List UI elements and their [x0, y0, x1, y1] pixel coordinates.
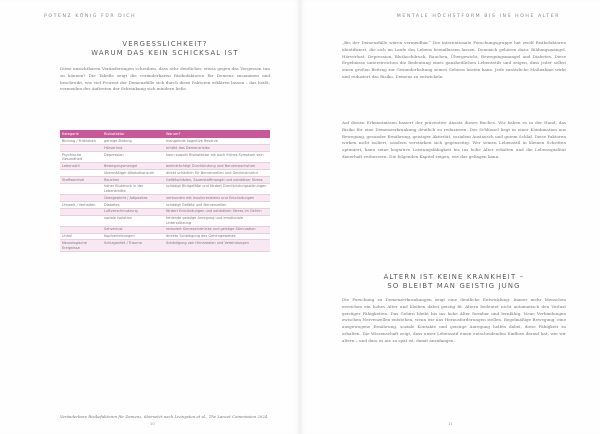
cell-factor: übermäßiger Alkoholkonsum: [102, 169, 164, 176]
header-category: Kategorie: [60, 130, 102, 138]
table-row: [60, 201, 270, 208]
table-row: [60, 240, 270, 251]
cell-category: [60, 194, 102, 201]
table-row: [60, 176, 270, 183]
cell-why: direkt schädlich für Nervenzellen und Gehirnstruktur: [164, 169, 270, 176]
cell-factor: soziale Isolation: [102, 215, 164, 226]
heading-line-1: VERGESSLICHKEIT?: [122, 40, 208, 48]
cell-category: [60, 226, 102, 233]
cell-why: Gefäßschäden, Sauerstoffmangel und oxidativer Stress: [164, 176, 270, 183]
cell-category: Bildung / Frühleben: [60, 138, 102, 144]
cell-category: [60, 208, 102, 215]
cell-category: [60, 215, 102, 226]
body-paragraph-1: „Bis der Demenzfälle wären vermeidbar.“ Die internationale Forschungsgruppe hat zwölf Risikofaktoren identifiziert, die sich im Laufe des Lebens beeinflussen lassen. Demnach gehören dazu: Bildungsmangel, Hörverlust, Depression, Bluthochdruck, Rauchen, Übergewicht, Bewegungsmangel und Diabetes. Diese Ergebnisse unterstreichen die Bedeutung eines ganzheitlichen Lebensstils und zeigen, dass jeder selbst einen großen Beitrag zur Gesunderhaltung seines Gehirns leisten kann. Jede zusätzliche Maßnahme wirkt und reduziert das Risiko, Demenz zu entwickeln.: [342, 40, 566, 79]
cell-why: beeinträchtigt Durchblutung und Nervenwachstum: [164, 162, 270, 169]
cell-category: Unfall: [60, 233, 102, 240]
cell-why: fördert Entzündungen und oxidativen Stress im Gehirn: [164, 208, 270, 215]
cell-why: fehlende geistige Anregung und emotionale Unterstützung: [164, 215, 270, 226]
table-row: [60, 194, 270, 201]
cell-category: Umwelt / Verhalten: [60, 201, 102, 208]
running-head-right: MENTALE HÖCHSTFORM BIS INS HOHE ALTER: [396, 14, 560, 19]
body-paragraph-3: Die Forschung zu Demenzerkrankungen zeigt eine deutliche Entwicklung: Immer mehr Menschen erreichen ein hohes Alter und bleiben dabei geistig fit. Altern bedeutet nicht automatisch den Verlust geistiger Fähigkeiten. Das Gehirn bleibt bis ins hohe Alter formbar und lernfähig. Neue Verbindungen zwischen Nervenzellen entstehen, wenn wir uns Herausforderungen stellen. Regelmäßige Bewegung, eine ausgewogene Ernährung, soziale Kontakte und geistige Anregung helfen dabei, diese Fähigkeit zu erhalten. Die Wissenschaft zeigt, dass unser Lebensstil einen entscheidenden Einfluss darauf hat, wie wir altern – und dass es nie zu spät ist, damit anzufangen.: [342, 297, 566, 343]
cell-why: schädigt Blutgefäße und fördert Durchblutungsstörungen: [164, 183, 270, 194]
header-why: Warum?: [164, 130, 270, 138]
table-row: [60, 215, 270, 226]
risk-factor-table: [60, 130, 270, 252]
cell-factor: hoher Blutdruck in der Lebensmitte: [102, 183, 164, 194]
cell-category: Lebensstil: [60, 162, 102, 169]
header-factor: Risikofaktor: [102, 130, 164, 138]
cell-factor: geringe Bildung: [102, 138, 164, 144]
section-heading: [60, 40, 270, 58]
table-row: [60, 226, 270, 233]
cell-factor: Rauchen: [102, 176, 164, 183]
table-header-row: [60, 130, 270, 138]
cell-factor: Kopfverletzungen: [102, 233, 164, 240]
cell-factor: Depression: [102, 151, 164, 162]
cell-why: Schädigung von Hirnarealen und Verbindungen: [164, 240, 270, 251]
intro-paragraph: Diese unsichtbaren Veränderungen schreiben, dass sehr deutlicher, etwas gegen das Vergessen tun zu können? Die Tabelle zeigt die veränderbaren Risikofaktoren für Demenz zusammen und beschreibt, wie viel Prozent der Demenzfälle sich durch diese Faktoren erklären lassen – das heißt, vermeiden der Auftreten der Erkrankung sich mindern ließe.: [60, 66, 270, 92]
section-heading-right: [342, 273, 566, 291]
cell-category: [60, 183, 102, 194]
cell-category: [60, 144, 102, 151]
table-row: [60, 151, 270, 162]
heading-line-2: WARUM DAS KEIN SCHICKSAL IST: [91, 49, 239, 57]
cell-why: kann sowohl Risikofaktor als auch frühes Symptom sein: [164, 151, 270, 162]
table-row: [60, 169, 270, 176]
cell-category: Psychische Gesundheit: [60, 151, 102, 162]
table-row: [60, 208, 270, 215]
page-number-right: 11: [448, 421, 453, 426]
cell-factor: Schlaganfall / Trauma: [102, 240, 164, 251]
heading-line-2: SO BLEIBT MAN GEISTIG JUNG: [387, 282, 521, 290]
table-row: [60, 144, 270, 151]
cell-factor: Sehverlust: [102, 226, 164, 233]
cell-why: reduziert Sinneseindrücke und geistige Stimulation: [164, 226, 270, 233]
cell-factor: Diabetes: [102, 201, 164, 208]
cell-category: Stoffwechsel: [60, 176, 102, 183]
page-number-left: 10: [150, 421, 155, 426]
table-row: [60, 162, 270, 169]
cell-why: mangelnde kognitive Reserve: [164, 138, 270, 144]
running-head-left: POTENZ KÖNIG FÜR DICH: [44, 14, 137, 19]
body-paragraph-2: Auf diesen Erkenntnissen basiert der präventive Ansatz dieses Buches. Wir haben es in der Hand, das Risiko für eine Demenzerkrankung deutlich zu reduzieren. Der Schlüssel liegt in einer Kombination aus Bewegung, gesunder Ernährung, geistiger Aktivität, sozialem Austausch und gutem Schlaf. Diese Faktoren wirken nicht isoliert, sondern verstärken sich gegenseitig. Wer seinen Lebensstil in kleinen Schritten optimiert, kann seine kognitive Leistungsfähigkeit bis ins hohe Alter erhalten und die Lebensqualität dauerhaft verbessern. Die folgenden Kapitel zeigen, wie das gelingen kann.: [342, 120, 566, 159]
cell-why: erhöht das Demenzrisiko: [164, 144, 270, 151]
table-row: [60, 183, 270, 194]
cell-why: direkte Schädigung des Gehirngewebes: [164, 233, 270, 240]
cell-category: Neurologische Ereignisse: [60, 240, 102, 251]
heading-line-1: ALTERN IST KEINE KRANKHEIT –: [383, 273, 525, 281]
table-caption: Veränderbare Risikofaktoren für Demenz, übersetzt nach Livingston et al., The Lancet Commission 2024.: [60, 413, 269, 419]
table-row: [60, 233, 270, 240]
cell-factor: Luftverschmutzung: [102, 208, 164, 215]
cell-category: [60, 169, 102, 176]
cell-why: schädigt Gefäße und Nervenzellen: [164, 201, 270, 208]
cell-why: verbunden mit Insulinresistenz und Entzündungen: [164, 194, 270, 201]
cell-factor: Bewegungsmangel: [102, 162, 164, 169]
right-page: [300, 0, 600, 434]
cell-factor: Hörverlust: [102, 144, 164, 151]
cell-factor: Übergewicht / Adipositas: [102, 194, 164, 201]
